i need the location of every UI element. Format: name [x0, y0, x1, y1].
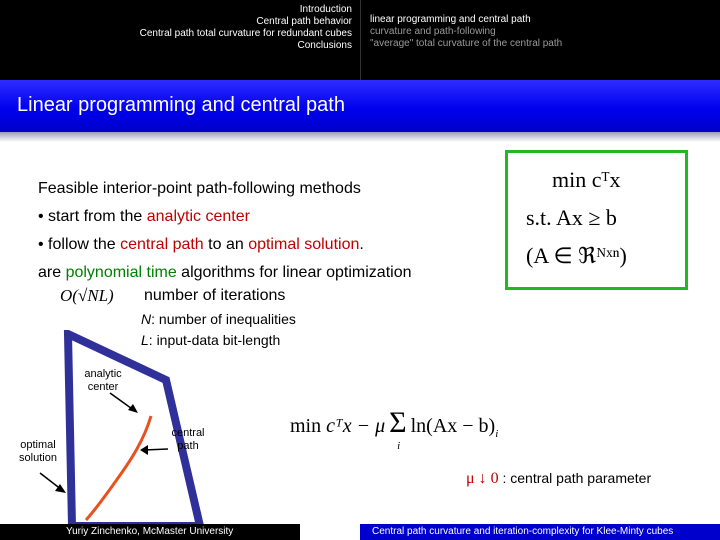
lp-constraint: s.t. Ax ≥ b: [526, 205, 617, 230]
complexity-formula: O(√NL): [60, 286, 114, 305]
n-symbol: N: [141, 311, 152, 327]
central-path-figure: [0, 330, 290, 530]
l-description: : input-data bit-length: [148, 332, 281, 348]
footer-author: Yuriy Zinchenko, McMaster University: [66, 526, 234, 537]
formula-objective: cᵀx − μ: [326, 415, 386, 437]
n-description: : number of inequalities: [151, 311, 296, 327]
nav-section-total-curvature[interactable]: Central path total curvature for redundant cubes: [139, 28, 352, 39]
poly-prefix: are: [38, 264, 66, 281]
bullet-analytic-center: [38, 208, 250, 226]
polynomial-time-line: [38, 264, 412, 282]
lp-matrix-dimension: (A ∈ ℜᴺˣⁿ): [526, 243, 627, 268]
bullet2-suffix: .: [359, 236, 364, 253]
central-path-label: central path: [171, 427, 205, 452]
lp-objective: min cᵀx: [552, 167, 621, 192]
optimal-solution-label: optimal solution: [19, 439, 57, 464]
nav-section-conclusions[interactable]: Conclusions: [297, 40, 352, 51]
header-divider: [360, 0, 361, 80]
footer-title-bar: [360, 524, 720, 540]
mu-parameter-line: [466, 470, 651, 488]
formula-log: ln(Ax − b): [410, 415, 496, 437]
lp-problem-box: [505, 150, 688, 290]
formula-log-index: i: [495, 428, 499, 440]
formula-min: min: [290, 415, 322, 437]
frame-title: Linear programming and central path: [17, 94, 345, 116]
l-symbol: L: [141, 332, 149, 348]
formula-sum-symbol: [389, 406, 407, 452]
nav-section-central-path-behavior[interactable]: Central path behavior: [256, 16, 352, 27]
formula-sum: Σ: [389, 406, 407, 439]
bullet2-text: • follow the: [38, 236, 121, 253]
nav-subsection-average-curvature[interactable]: "average" total curvature of the central path: [370, 38, 563, 49]
analytic-center-label: analytic center: [84, 368, 122, 393]
analytic-center-highlight: analytic center: [146, 208, 250, 225]
n-definition: [141, 311, 296, 327]
iterations-label: number of iterations: [144, 287, 286, 304]
mu-symbol: μ ↓ 0: [466, 470, 499, 487]
polynomial-time-highlight: polynomial time: [65, 264, 177, 281]
footer-author-bar: [0, 524, 300, 540]
central-path-highlight: central path: [120, 236, 204, 253]
body-heading: Feasible interior-point path-following methods: [38, 180, 361, 197]
footer-talk-title: Central path curvature and iteration-complexity for Klee-Minty cubes: [372, 526, 674, 537]
section-navigation: [140, 4, 352, 52]
optimal-solution-highlight: optimal solution: [248, 236, 360, 253]
poly-suffix: algorithms for linear optimization: [176, 264, 412, 281]
bullet-central-path: [38, 236, 364, 254]
barrier-formula: [290, 406, 499, 452]
nav-subsection-linear-programming[interactable]: linear programming and central path: [370, 14, 531, 25]
nav-subsection-curvature[interactable]: curvature and path-following: [370, 26, 496, 37]
bullet1-text: • start from the: [38, 208, 147, 225]
bullet2-middle: to an: [203, 236, 249, 253]
nav-section-introduction[interactable]: Introduction: [299, 4, 352, 15]
header-bar: [0, 0, 720, 80]
formula-sum-index: i: [397, 440, 401, 452]
title-shadow: [0, 132, 720, 142]
subsection-navigation: [370, 14, 562, 50]
mu-description: : central path parameter: [498, 470, 652, 486]
